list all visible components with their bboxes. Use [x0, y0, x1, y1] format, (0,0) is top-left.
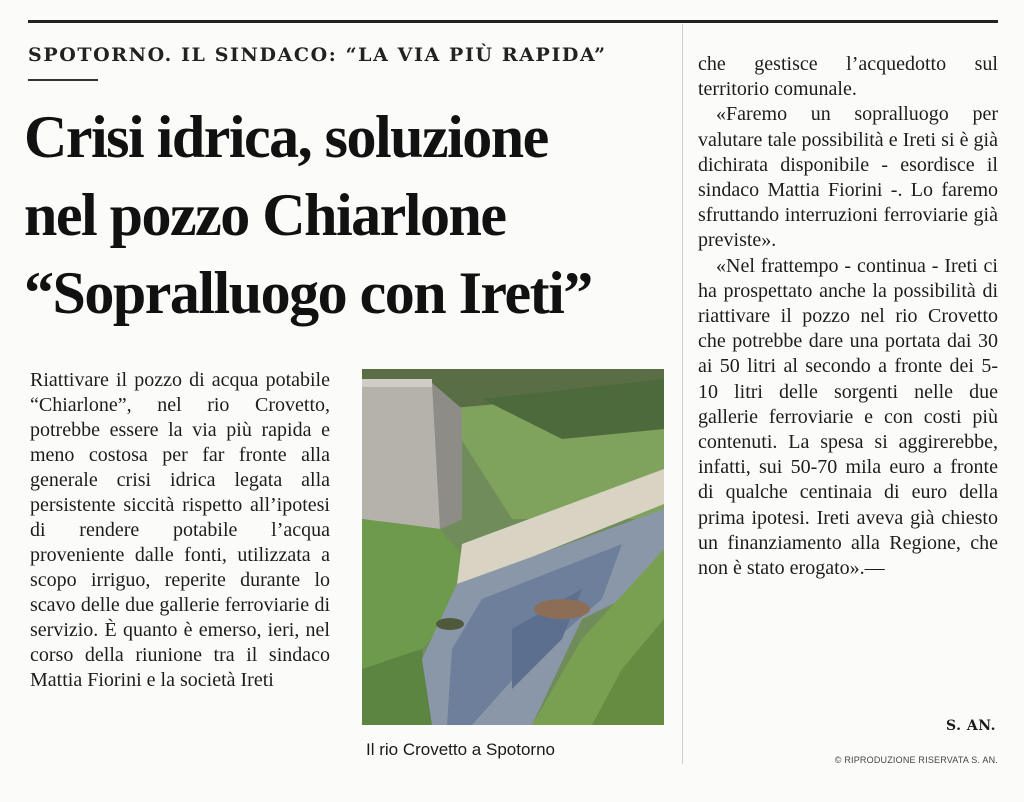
headline-line-1: Crisi idrica, soluzione	[24, 104, 548, 170]
kicker: SPOTORNO. IL SINDACO: “LA VIA PIÙ RAPIDA”	[28, 44, 607, 66]
headline-line-2: nel pozzo Chiarlone	[24, 182, 506, 248]
photo-caption: Il rio Crovetto a Spotorno	[366, 740, 555, 759]
stream-photo-illustration	[362, 369, 664, 725]
article-photo	[362, 369, 664, 725]
body-paragraph: «Faremo un sopralluogo per valutare tale possibilità e Ireti si è già dichirata disponibile - esordisce il sindaco Mattia Fiorini -. Lo faremo sfruttando interruzioni ferroviarie già previste».	[698, 103, 998, 252]
kicker-rule	[28, 79, 98, 81]
column-divider	[682, 24, 683, 764]
body-paragraph: «Nel frattempo - continua - Ireti ci ha prospettato anche la possibilità di riattivare il pozzo nel rio Crovetto che potrebbe dare una portata dai 30 ai 50 litri al secondo a fronte dei 5-10 litri delle sorgenti nelle due gallerie ferroviarie e con costi più contenuti. La spesa si aggirerebbe, infatti, sui 50-70 mila euro a fronte di qualche centinaia di euro della prima ipotesi. Ireti aveva già chiesto un finanziamento alla Regione, che non è stato erogato».—	[698, 254, 998, 580]
body-paragraph: che gestisce l’acquedotto sul territorio comunale.	[698, 53, 998, 101]
headline-line-3: “Sopralluogo con Ireti”	[24, 260, 592, 326]
headline	[24, 98, 684, 332]
article-body-right	[698, 52, 998, 581]
byline: S. AN.	[946, 718, 996, 734]
copyright-notice: © RIPRODUZIONE RISERVATA S. AN.	[834, 755, 998, 765]
article-body-left	[30, 368, 330, 693]
top-rule	[28, 20, 998, 23]
body-paragraph: Riattivare il pozzo di acqua potabile “Chiarlone”, nel rio Crovetto, potrebbe essere la via più rapida e meno costosa per far fronte alla generale crisi idrica legata alla persistente siccità rispetto all’ipotesi di rendere potabile l’acqua proveniente dalle fonti, utilizzata a scopo irriguo, reperite durante lo scavo delle due gallerie ferroviarie di servizio. È quanto è emerso, ieri, nel corso della riunione tra il sindaco Mattia Fiorini e la società Ireti	[30, 369, 330, 691]
